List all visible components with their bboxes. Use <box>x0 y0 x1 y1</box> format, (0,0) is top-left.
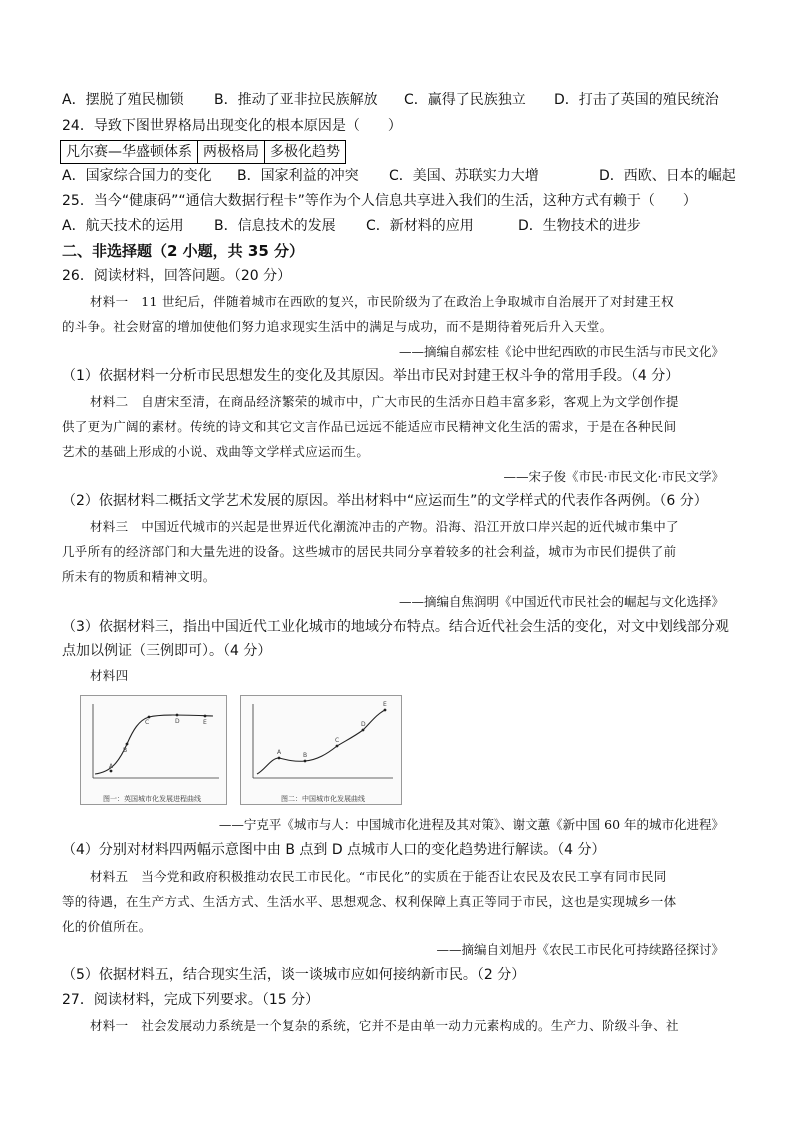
svg-text:C: C <box>145 719 150 726</box>
svg-text:C: C <box>335 737 340 744</box>
q24-world-pattern-boxes <box>60 140 346 164</box>
q24-box-2: 两极格局 <box>198 141 265 163</box>
figure-china-urbanization <box>240 695 402 805</box>
q26-material-2-line-1: 材料二 自唐宋至清，在商品经济繁荣的城市中，广大市民的生活亦日趋丰富多彩，客观上为文学创作提 <box>90 394 679 409</box>
q26-question-2: （2）依据材料二概括文学艺术发展的原因。举出材料中“应运而生”的文学样式的代表作各两例。（6 分） <box>62 493 708 509</box>
q26-material-4-source: ——宁克平《城市与人：中国城市化进程及其对策》、谢文蕙《新中国 60 年的城市化进程》 <box>218 817 724 832</box>
section-2-heading: 二、非选择题（2 小题，共 35 分） <box>62 242 304 260</box>
q26-stem: 26．阅读材料，回答问题。（20 分） <box>62 268 292 284</box>
q27-stem: 27．阅读材料，完成下列要求。（15 分） <box>62 992 320 1008</box>
figure-uk-caption: 图一：英国城市化发展进程曲线 <box>103 795 201 803</box>
svg-text:D: D <box>175 718 180 725</box>
q24-option-a: A．国家综合国力的变化 <box>62 168 212 184</box>
svg-text:E: E <box>203 719 207 726</box>
svg-text:D: D <box>361 721 366 728</box>
q26-material-2-line-3: 艺术的基础上形成的小说、戏曲等文学样式应运而生。 <box>62 444 370 459</box>
q23-options <box>62 90 719 110</box>
q24-options <box>62 166 736 186</box>
q23-option-c: C．赢得了民族独立 <box>404 92 526 108</box>
q26-material-5-source: ——摘编自刘旭丹《农民工市民化可持续路径探讨》 <box>436 942 724 957</box>
figure-uk-curve <box>81 696 226 792</box>
q26-material-3-line-3: 所未有的物质和精神文明。 <box>62 569 216 584</box>
q26-material-3-line-1: 材料三 中国近代城市的兴起是世界近代化潮流冲击的产物。沿海、沿江开放口岸兴起的近代城市集中了 <box>90 519 679 534</box>
q24-option-c: C．美国、苏联实力大增 <box>389 168 539 184</box>
q25-option-a: A．航天技术的运用 <box>62 218 184 234</box>
svg-text:B: B <box>303 752 308 759</box>
q26-material-1-line-2: 的斗争。社会财富的增加使他们努力追求现实生活中的满足与成功，而不是期待着死后升入天堂。 <box>62 319 613 334</box>
q25-option-b: B．信息技术的发展 <box>214 218 336 234</box>
q26-question-1: （1）依据材料一分析市民思想发生的变化及其原因。举出市民对封建王权斗争的常用手段。（4 分） <box>62 368 680 384</box>
q26-material-3-source: ——摘编自焦润明《中国近代市民社会的崛起与文化选择》 <box>398 594 724 609</box>
q24-option-d: D．西欧、日本的崛起 <box>599 168 736 184</box>
q26-material-1-source: ——摘编自郝宏桂《论中世纪西欧的市民生活与市民文化》 <box>398 344 724 359</box>
q26-material-5-line-3: 化的价值所在。 <box>62 919 152 934</box>
q24-box-3: 多极化趋势 <box>270 144 340 160</box>
figure-uk-urbanization <box>80 695 227 805</box>
q26-material-2-source: ——宋子俊《市民·市民文化·市民文学》 <box>503 469 724 484</box>
svg-text:E: E <box>383 701 387 708</box>
q25-option-c: C．新材料的应用 <box>366 218 474 234</box>
svg-text:A: A <box>277 749 282 756</box>
q24-box-1: 凡尔赛—华盛顿体系 <box>61 141 198 163</box>
q26-question-5: （5）依据材料五，结合现实生活，谈一谈城市应如何接纳新市民。（2 分） <box>62 967 526 983</box>
q25-option-d: D．生物技术的进步 <box>518 218 641 234</box>
q27-material-1-line-1: 材料一 社会发展动力系统是一个复杂的系统，它并不是由单一动力元素构成的。生产力、阶级斗争、社 <box>90 1018 679 1033</box>
q26-question-3-line-2: 点加以例证（三例即可）。（4 分） <box>62 643 272 659</box>
q23-option-d: D．打击了英国的殖民统治 <box>554 92 719 108</box>
q26-material-1-line-1: 材料一 11 世纪后，伴随着城市在西欧的复兴，市民阶级为了在政治上争取城市自治展开了对封建王权 <box>90 294 674 309</box>
q26-material-5-line-2: 等的待遇，在生产方式、生活方式、生活水平、思想观念、权利保障上真正等同于市民，这也是实现城乡一体 <box>62 894 677 909</box>
q26-question-3-line-1: （3）依据材料三，指出中国近代工业化城市的地域分布特点。结合近代社会生活的变化，对文中划线部分观 <box>62 619 729 635</box>
q26-material-5-line-1: 材料五 当今党和政府积极推动农民工市民化。“市民化”的实质在于能否让农民及农民工享有同市民同 <box>90 869 667 884</box>
q23-option-a: A．摆脱了殖民枷锁 <box>62 92 184 108</box>
q26-question-4: （4）分别对材料四两幅示意图中由 B 点到 D 点城市人口的变化趋势进行解读。（4 分） <box>62 842 606 858</box>
figure-china-curve <box>241 696 401 792</box>
q24-option-b: B．国家利益的冲突 <box>237 168 359 184</box>
q26-material-2-line-2: 供了更为广阔的素材。传统的诗文和其它文言作品已远远不能适应市民精神文化生活的需求，于是在各种民间 <box>62 419 677 434</box>
svg-text:A: A <box>109 763 114 770</box>
q23-option-b: B．推动了亚非拉民族解放 <box>214 92 378 108</box>
q26-material-4-label: 材料四 <box>90 668 129 683</box>
q24-stem: 24．导致下图世界格局出现变化的根本原因是（ ） <box>62 118 402 134</box>
q26-material-3-line-2: 几乎所有的经济部门和大量先进的设备。这些城市的居民共同分享着较多的社会利益，城市为市民们提供了前 <box>62 544 677 559</box>
svg-text:B: B <box>123 747 128 754</box>
figure-china-caption: 图二：中国城市化发展曲线 <box>281 795 365 803</box>
q25-stem: 25．当今“健康码”“通信大数据行程卡”等作为个人信息共享进入我们的生活，这种方式有赖于（ ） <box>62 193 697 209</box>
q25-options <box>62 216 641 236</box>
